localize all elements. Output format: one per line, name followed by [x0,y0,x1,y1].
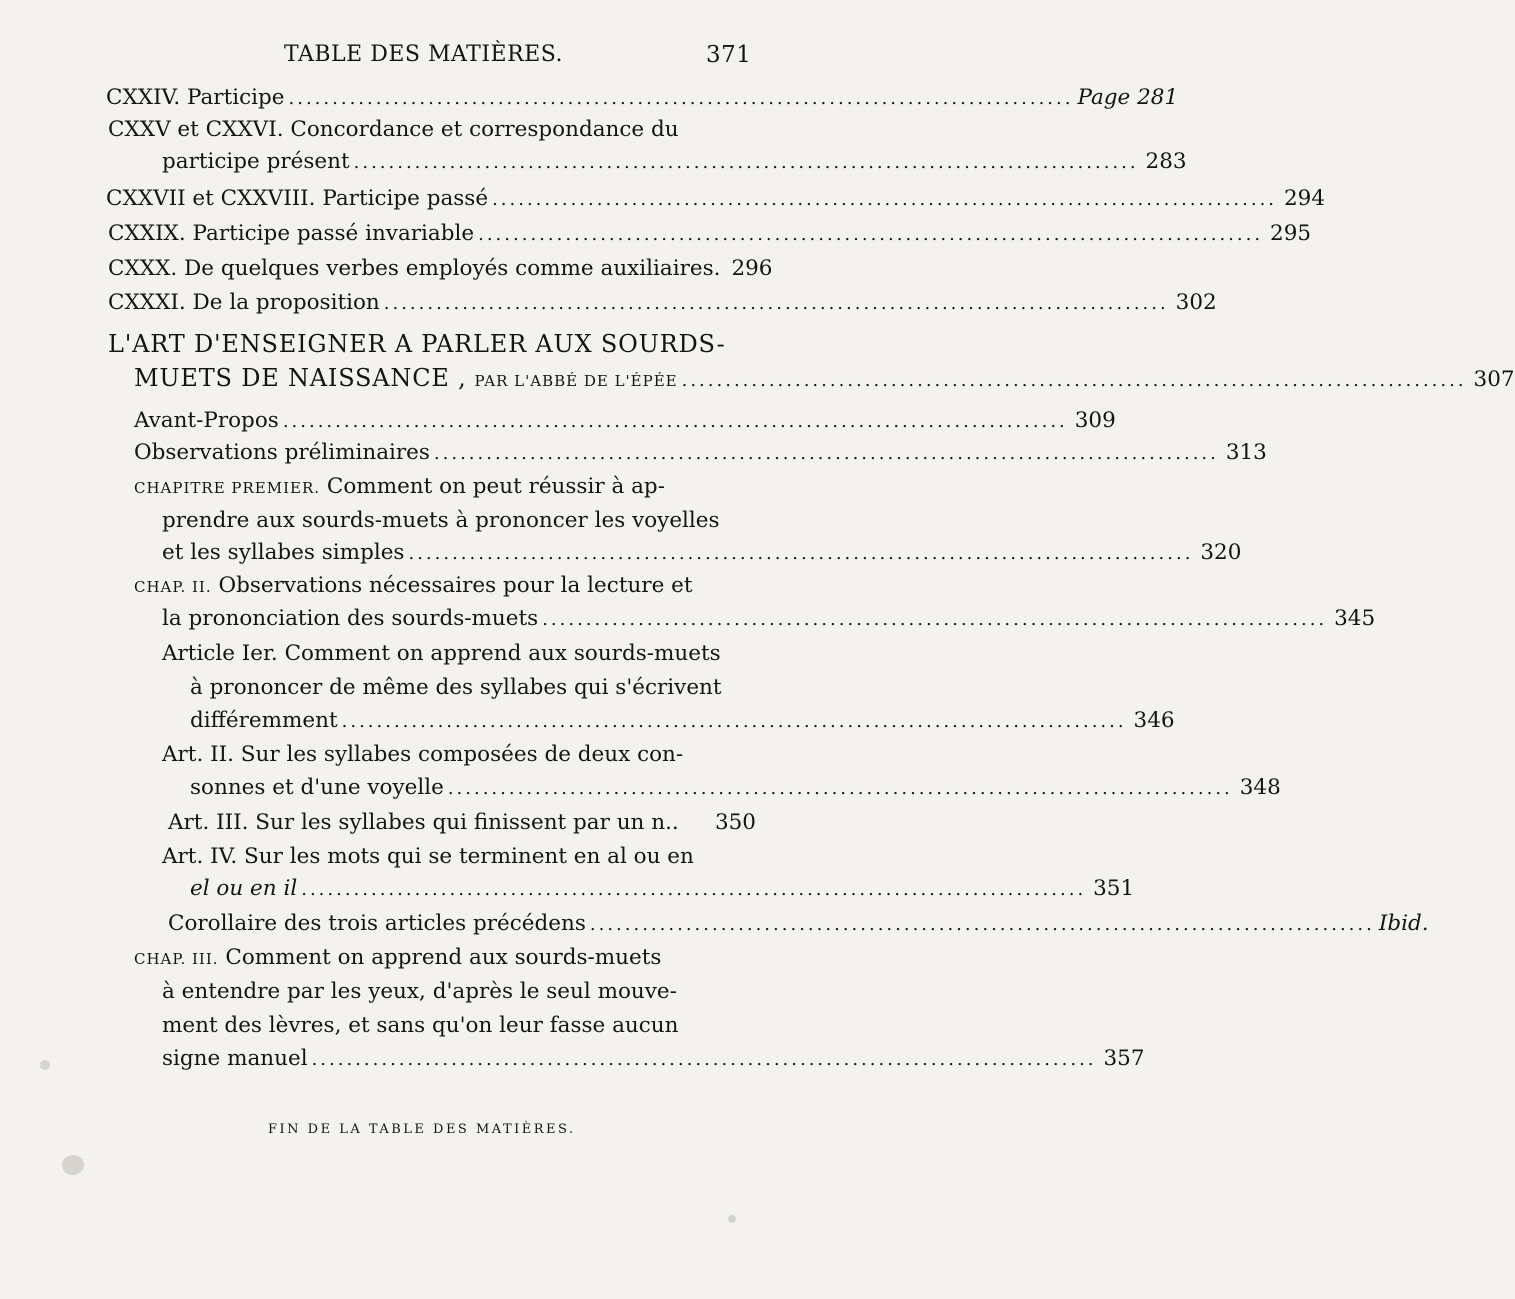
dot-leader: .......................................................................................... [589,914,1375,935]
entry-text: el ou en il [190,876,298,901]
entry-page: 302 [1175,290,1217,315]
toc-footer: FIN DE LA TABLE DES MATIÈRES. [268,1122,576,1137]
entry-page: Page 281 [1077,85,1179,110]
dot-leader: .......................................................................................... [353,152,1139,173]
entry-page: 296 [731,256,773,281]
dot-leader: .......................................................................................... [301,879,1087,900]
entry-text: Article Ier. Comment on apprend aux sourds-muets [162,641,721,666]
dot-leader: .......................................................................................... [288,88,1074,109]
entry-page: 346 [1133,708,1175,733]
dot-leader: .......................................................................................... [492,189,1278,210]
entry-page: Ibid. [1378,911,1429,936]
entry-text: sonnes et d'une voyelle [190,775,444,800]
entry-page: 350 [714,810,756,835]
dot-leader: .......................................................................................... [447,778,1233,799]
entry-text: CXXIX. Participe passé invariable [108,221,475,246]
entry-page: 294 [1283,186,1326,211]
entry-text: Comment on apprend aux sourds-muets [225,945,662,970]
entry-text: CXXXI. De la proposition [108,290,380,315]
entry-text: Corollaire des trois articles précédens [168,911,586,936]
entry-text: Art. III. Sur les syllabes qui finissent par un n.. [168,810,679,835]
entry-text: L'ART D'ENSEIGNER A PARLER AUX SOURDS- [108,330,726,358]
entry-page: 295 [1270,221,1312,246]
dot-leader: .......................................................................................... [478,224,1264,245]
entry-text: CXXX. De quelques verbes employés comme auxiliaires. [108,256,721,281]
entry-text: Avant-Propos [134,408,279,433]
running-head-title: TABLE DES MATIÈRES. [284,42,563,67]
entry-page: 345 [1334,606,1376,631]
entry-text: Observations préliminaires [134,440,430,465]
entry-text: Art. IV. Sur les mots qui se terminent en al ou en [162,844,694,869]
entry-byline: PAR L'ABBÉ DE L'ÉPÉE [474,372,678,390]
entry-page: 320 [1200,540,1242,565]
chapter-label: CHAP. III. [134,950,219,968]
entry-page: 313 [1225,440,1267,465]
entry-text: et les syllabes simples [162,540,405,565]
entry-text: à prononcer de même des syllabes qui s'écrivent [190,675,722,700]
entry-page: 348 [1239,775,1281,800]
paper-stain [40,1060,50,1070]
running-head-page-number: 371 [706,42,752,68]
entry-text: CXXV et CXXVI. Concordance et correspondance du [108,117,679,142]
dot-leader: .......................................................................................... [408,543,1194,564]
entry-text: Observations nécessaires pour la lecture et [218,573,693,598]
entry-text: prendre aux sourds-muets à prononcer les voyelles [162,508,720,533]
entry-text: signe manuel [162,1046,308,1071]
entry-text: CXXIV. Participe [106,85,285,110]
paper-stain [728,1215,736,1223]
entry-page: 307 [1473,367,1515,392]
entry-text: Comment on peut réussir à ap- [326,474,665,499]
dot-leader: .......................................................................................... [681,370,1467,391]
entry-text: à entendre par les yeux, d'après le seul mouve- [162,979,677,1004]
entry-text: CXXVII et CXXVIII. Participe passé [106,186,489,211]
entry-text: MUETS DE NAISSANCE , [134,364,467,392]
entry-page: 357 [1103,1046,1145,1071]
dot-leader: .......................................................................................... [433,443,1219,464]
dot-leader: .......................................................................................... [542,609,1328,630]
entry-text: différemment [190,708,338,733]
dot-leader: .......................................................................................... [341,711,1127,732]
dot-leader: .......................................................................................... [383,293,1169,314]
entry-text: la prononciation des sourds-muets [162,606,539,631]
entry-page: 351 [1093,876,1135,901]
entry-page: 283 [1145,149,1187,174]
dot-leader: .......................................................................................... [282,411,1068,432]
dot-leader: .......................................................................................... [311,1049,1097,1070]
entry-text: ment des lèvres, et sans qu'on leur fasse aucun [162,1013,679,1038]
entry-text: Art. II. Sur les syllabes composées de deux con- [162,742,684,767]
entry-text: participe présent [162,149,350,174]
entry-page: 309 [1074,408,1116,433]
paper-stain [62,1155,84,1175]
chapter-label: CHAP. II. [134,578,212,596]
chapter-label: CHAPITRE PREMIER. [134,479,321,497]
